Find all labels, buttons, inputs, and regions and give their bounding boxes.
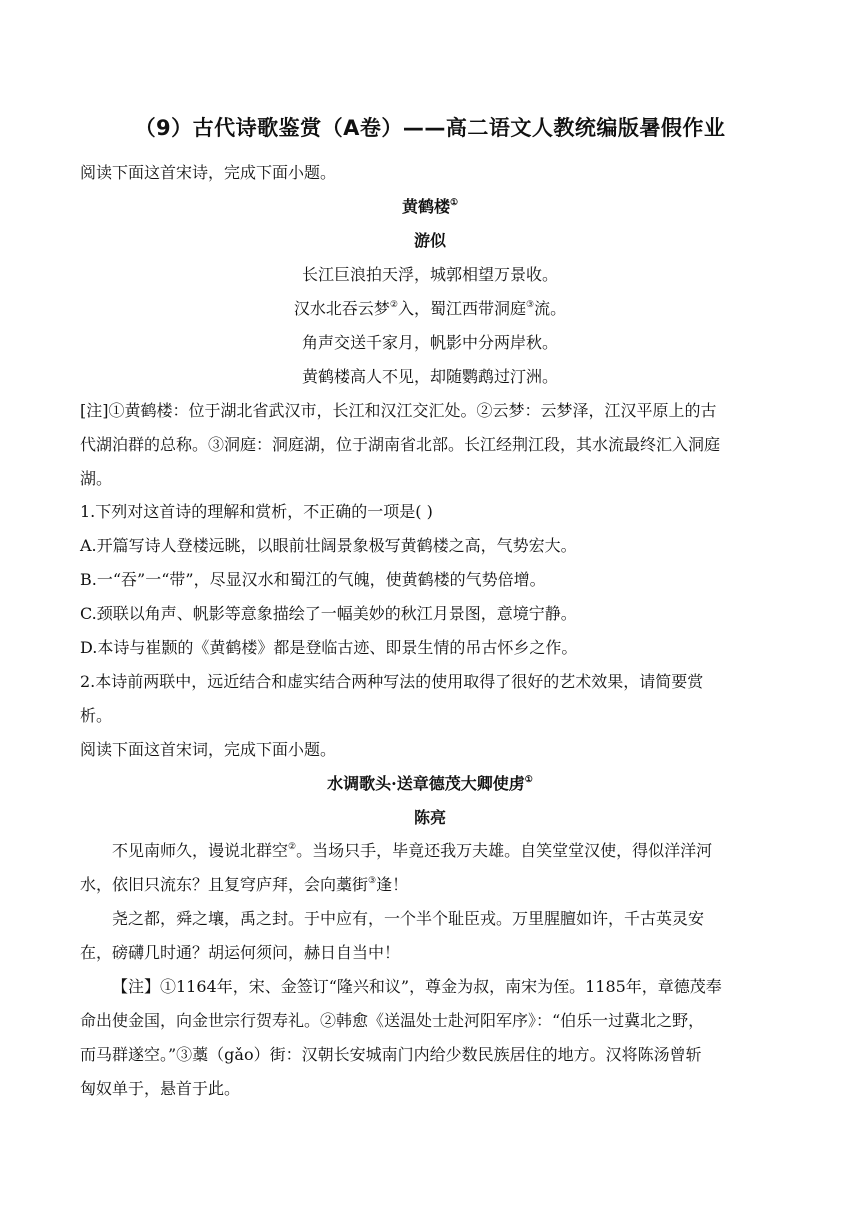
poem2-title-text: 水调歌头·送章德茂大卿使虏	[327, 774, 525, 793]
poem2-note-line-1: 【注】①1164年，宋、金签订“隆兴和议”，尊金为叔，南宋为侄。1185年，章德茂奉	[112, 977, 722, 996]
poem2-note-line-2: 命出使金国，向金世宗行贺寿礼。②韩愈《送温处士赴河阳军序》：“伯乐一过冀北之野，	[80, 1011, 705, 1030]
poem1-note-line-1: [注]①黄鹤楼：位于湖北省武汉市，长江和汉江交汇处。②云梦：云梦泽，江汉平原上的古	[80, 401, 717, 420]
poem1-title-text: 黄鹤楼	[401, 197, 450, 216]
poem2-footnote-2: ②	[288, 842, 297, 852]
poem2-footnote-3: ③	[368, 876, 377, 886]
poem2-para1-line-1	[112, 838, 712, 861]
poem1-author: 游似	[413, 231, 446, 250]
poem2-para2-line-1: 尧之都，舜之壤，禹之封。于中应有，一个半个耻臣戎。万里腥膻如许，千古英灵安	[112, 909, 705, 928]
poem1-footnote-3: ③	[526, 300, 535, 310]
poem2-para1-line-1-part-b: 。当场只手，毕竟还我万夫雄。自笑堂堂汉使，得似洋洋河	[296, 841, 713, 860]
section2-intro: 阅读下面这首宋词，完成下面小题。	[80, 740, 337, 759]
poem1-line-2-part-b: 入，蜀江西带洞庭	[397, 299, 526, 318]
poem1-line-2	[0, 296, 860, 319]
poem1-title-footnote: ①	[449, 198, 459, 208]
section1-intro: 阅读下面这首宋诗，完成下面小题。	[80, 163, 337, 182]
poem2-para1-line-2-part-b: 逢！	[376, 875, 409, 894]
poem2-note-line-3: 而马群遂空。”③藁（gǎo）街：汉朝长安城南门内给少数民族居住的地方。汉将陈汤曾斩	[80, 1045, 702, 1064]
option-b: B.一“吞”一“带”，尽显汉水和蜀江的气魄，使黄鹤楼的气势倍增。	[80, 570, 546, 589]
poem2-para1-line-2-part-a: 水，依旧只流东？且复穹庐拜，会向藁街	[80, 875, 369, 894]
question-1: 1.下列对这首诗的理解和赏析，不正确的一项是( )	[80, 502, 433, 521]
poem1-line-2-part-c: 流。	[534, 299, 567, 318]
poem1-line-2-part-a: 汉水北吞云梦	[293, 299, 390, 318]
poem2-para1-line-2	[80, 872, 408, 895]
poem2-title-footnote: ①	[524, 775, 533, 785]
option-a: A.开篇写诗人登楼远眺，以眼前壮阔景象极写黄鹤楼之高，气势宏大。	[80, 536, 577, 555]
poem1-note-line-2: 代湖泊群的总称。③洞庭：洞庭湖，位于湖南省北部。长江经荆江段，其水流最终汇入洞庭	[80, 435, 721, 454]
poem1-line-4: 黄鹤楼高人不见，却随鹦鹉过汀洲。	[301, 367, 558, 386]
option-d: D.本诗与崔颢的《黄鹤楼》都是登临古迹、即景生情的吊古怀乡之作。	[80, 638, 578, 657]
page-title: （9）古代诗歌鉴赏（A卷）——高二语文人教统编版暑假作业	[134, 116, 726, 140]
poem1-line-1: 长江巨浪拍天浮，城郭相望万景收。	[301, 265, 558, 284]
poem1-note-line-3: 湖。	[80, 469, 113, 488]
question-2-line-1: 2.本诗前两联中，远近结合和虚实结合两种写法的使用取得了很好的艺术效果，请简要赏	[80, 672, 704, 691]
poem2-title	[0, 771, 860, 794]
poem1-footnote-2: ②	[389, 300, 398, 310]
poem2-para1-line-1-part-a: 不见南师久，谩说北群空	[112, 841, 289, 860]
option-c: C.颈联以角声、帆影等意象描绘了一幅美妙的秋江月景图，意境宁静。	[80, 604, 577, 623]
poem1-line-3: 角声交送千家月，帆影中分两岸秋。	[301, 333, 558, 352]
poem1-title	[0, 194, 860, 217]
question-2-line-2: 析。	[80, 706, 113, 725]
poem2-para2-line-2: 在，磅礴几时通？胡运何须问，赫日自当中！	[80, 943, 401, 962]
poem2-note-line-4: 匈奴单于，悬首于此。	[80, 1079, 241, 1098]
poem2-author: 陈亮	[413, 808, 446, 827]
